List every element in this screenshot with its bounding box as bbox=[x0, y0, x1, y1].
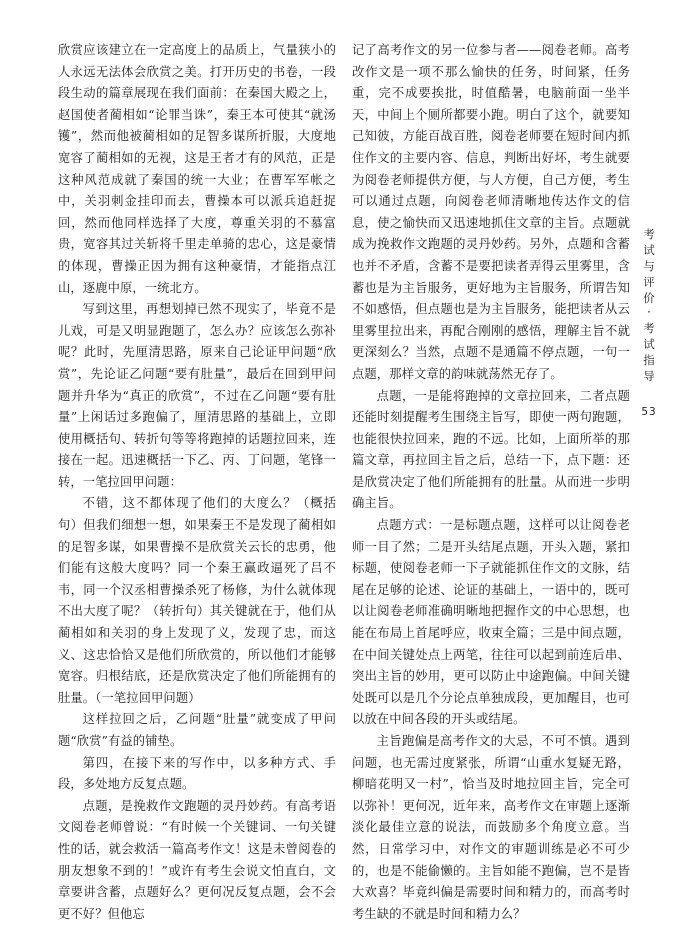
sidebar-char: 试 bbox=[643, 243, 655, 257]
paragraph: 写到这里，再想划掉已然不现实了，毕竟不是儿戏，可是又明显跑题了，怎么办？应该怎么弥补呢？此时，先厘清思路，原来自己论证甲问题“欣赏”，先论证乙问题“要有肚量”，最后在回到甲问题并升华为“真正的欣赏”，不过在乙问题“要有肚量”上闲话过多跑偏了，厘清思路的基础上，立即使用概括句、转折句等等将跑掉的话题拉回来，连接在一起。迅速概括一下乙、丙、丁问题，笔锋一转，一笔拉回甲问题： bbox=[58, 302, 336, 489]
sidebar-char: 考 bbox=[643, 227, 655, 241]
column-label bbox=[638, 320, 660, 384]
sidebar-char: 试 bbox=[643, 337, 655, 351]
left-text-column bbox=[58, 40, 336, 925]
paragraph: 记了高考作文的另一位参与者——阅卷老师。高考改作文是一项不那么愉快的任务，时间紧，任务重，完不成要挨批，时值酷暑，电脑前面一坐半天，中间上个厕所都要小跑。明白了这个，就要知己知彼，方能百战百胜，阅卷老师要在短时间内抓住作文的主要内容、信息，判断出好坏，考生就要为阅卷老师提供方便，与人方便，自己方便，考生可以通过点题，向阅卷老师清晰地传达作文的信息，使之愉快而又迅速地抓住文章的主旨。点题就成为挽救作文跑题的灵丹妙药。另外，点题和含蓄也并不矛盾，含蓄不是要把读者弄得云里雾里，含蓄也是为主旨服务，更好地为主旨服务，所谓告知不如感悟，但点题也是为主旨服务，能把读者从云里雾里拉出来，再配合刚刚的感悟，理解主旨不就更深刻么？当然，点题不是通篇不停点题，一句一点题，那样文章的韵味就荡然无存了。 bbox=[352, 43, 630, 381]
paragraph: 主旨跑偏是高考作文的大忌，不可不慎。遇到问题，也无需过度紧张，所谓“山重水复疑无路，柳暗花明又一村”，恰当及时地拉回主旨，完全可以弥补！更何况，近年来，高考作文在审题上逐渐淡化最佳立意的说法，而鼓励多个角度立意。当然，日常学习中，对作文的审题训练是必不可少的，也是不能偷懒的。主旨如能不跑偏，岂不是皆大欢喜？毕竟纠偏是需要时间和精力的，而高考时考生缺的不就是时间和精力么？ bbox=[352, 734, 630, 921]
sidebar-char: 指 bbox=[643, 353, 655, 367]
right-text-column bbox=[352, 40, 630, 925]
paragraph: 点题，一是能将跑掉的文章拉回来，二者点题还能时刻提醒考生围绕主旨写，即使一两句跑题，也能很快拉回来，跑的不远。比如，上面所举的那篇文章，再拉回主旨之后，总结一下，点下题：还是欣赏决定了他们所能拥有的肚量。从而进一步明确主旨。 bbox=[352, 388, 630, 511]
sidebar-char: 导 bbox=[643, 369, 655, 383]
sidebar-separator: · bbox=[647, 305, 651, 319]
sidebar-char: 考 bbox=[643, 321, 655, 335]
paragraph: 点题方式：一是标题点题，这样可以让阅卷老师一目了然；二是开头结尾点题，开头入题，紧扣标题，使阅卷老师一下子就能抓住作文的文脉，结尾在足够的论述、论证的基础上，一语中的，既可以让阅卷老师准确明晰地把握作文的中心思想，也能在布局上首尾呼应，收束全篇；三是中间点题，在中间关键处点上两笔，往往可以起到前连后串、突出主旨的妙用，更可以防止中途跑偏。中间关键处既可以是几个分论点单独成段，更加醒目，也可以放在中间各段的开头或结尾。 bbox=[352, 518, 630, 727]
paragraph: 点题，是挽救作文跑题的灵丹妙药。有高考语文阅卷老师曾说：“有时候一个关键词、一句关键性的话，就会救活一篇高考作文！这是未曾阅卷的朋友想象不到的！”或许有考生会说文怕直白，文章要讲含蓄，点题好么？更何况反复点题，会不会更不好？但他忘 bbox=[58, 798, 336, 921]
paragraph: 第四，在接下来的写作中，以多种方式、手段，多处地方反复点题。 bbox=[58, 755, 336, 792]
section-label bbox=[638, 226, 660, 306]
section-sidebar bbox=[638, 226, 660, 420]
sidebar-char: 与 bbox=[643, 259, 655, 273]
paragraph: 欣赏应该建立在一定高度上的品质上，气量狭小的人永远无法体会欣赏之美。打开历史的书卷，一段段生动的篇章展现在我们面前：在秦国大殿之上，赵国使者蔺相如“论罪当诛”，秦王本可使其“就汤镬”，然而他被蔺相如的足智多谋所折服，大度地宽容了蔺相如的无视，这是王者才有的风范，正是这种风范成就了秦国的统一大业；在曹军军帐之中，关羽刺金挂印而去，曹操本可以派兵追赶捉回，然而他同样选择了大度，尊重关羽的不慕富贵，宽容其过关斩将千里走单骑的忠心，这是豪情的体现，曹操正因为拥有这种豪情，才能指点江山，逐鹿中原，一统北方。 bbox=[58, 43, 336, 295]
sidebar-char: 价 bbox=[643, 291, 655, 305]
paragraph: 这样拉回之后，乙问题“肚量”就变成了甲问题“欣赏”有益的铺垫。 bbox=[58, 712, 336, 748]
sidebar-char: 评 bbox=[643, 275, 655, 289]
page-number: 53 bbox=[641, 406, 657, 418]
paragraph: 不错，这不都体现了他们的大度么？（概括句）但我们细想一想，如果秦王不是发现了蔺相如的足智多谋，如果曹操不是欣赏关云长的忠勇，他们能有这般大度吗？同一个秦王赢政逼死了吕不韦，同一个汉丞相曹操杀死了杨修，为什么就体现不出大度了呢？（转折句）其关键就在于，他们从蔺相如和关羽的身上发现了义，发现了忠，而这义、这忠恰恰又是他们所欣赏的，所以他们才能够宽容。归根结底，还是欣赏决定了他们所能拥有的肚量。（一笔拉回甲问题） bbox=[58, 496, 336, 705]
